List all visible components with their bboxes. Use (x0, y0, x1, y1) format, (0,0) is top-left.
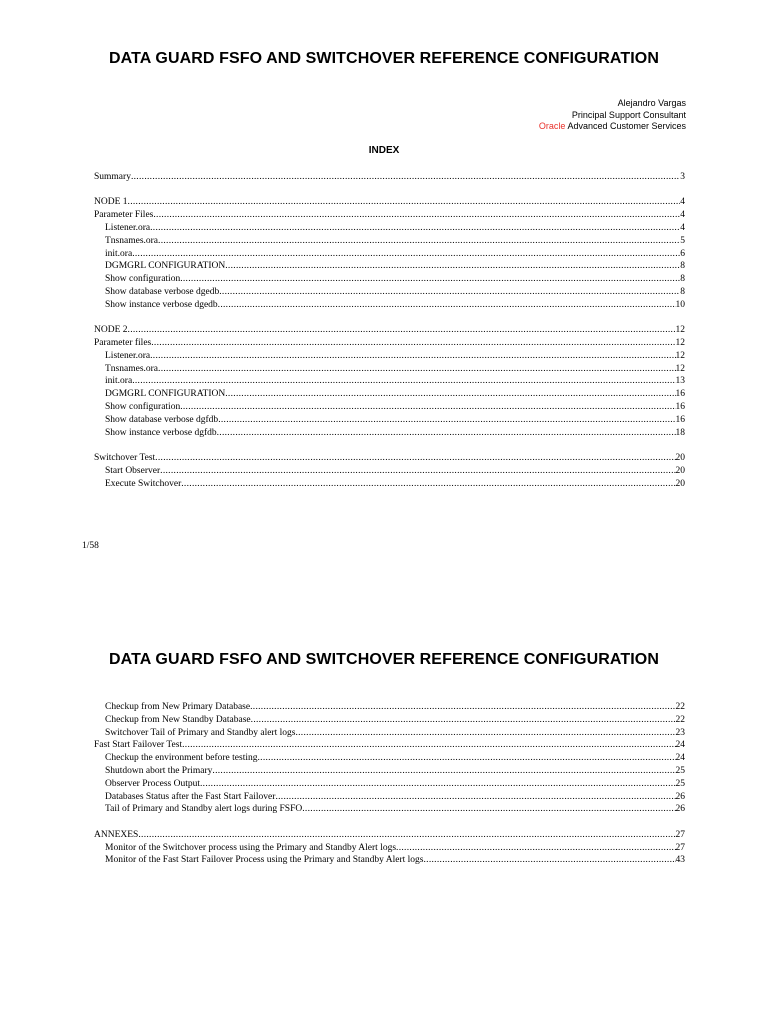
toc-entry-page-number: 18 (675, 427, 685, 438)
toc-dot-leader (250, 701, 675, 714)
toc-dot-leader (295, 727, 675, 740)
toc-entry[interactable] (94, 222, 685, 235)
toc-entry-label: Execute Switchover (105, 478, 182, 489)
toc-entry-label: Tail of Primary and Standby alert logs during FSFO (105, 804, 303, 815)
toc-dot-leader (131, 171, 680, 184)
toc-dot-leader (150, 222, 680, 235)
toc-entry[interactable] (94, 727, 685, 740)
toc-entry-page-number: 10 (675, 299, 685, 310)
toc-entry[interactable] (94, 778, 685, 791)
toc-entry[interactable] (94, 829, 685, 842)
toc-entry-label: Show instance verbose dgedb (105, 299, 218, 310)
toc-entry-page-number: 4 (680, 210, 685, 221)
toc-dot-leader (275, 791, 675, 804)
toc-entry-page-number: 16 (675, 414, 685, 425)
toc-entry[interactable] (94, 465, 685, 478)
document-page-2 (0, 600, 768, 1024)
toc-dot-leader (181, 478, 675, 491)
toc-entry-page-number: 12 (675, 363, 685, 374)
toc-entry[interactable] (94, 714, 685, 727)
toc-entry-page-number: 8 (680, 274, 685, 285)
toc-entry[interactable] (94, 414, 685, 427)
toc-entry-page-number: 22 (675, 702, 685, 712)
toc-entry-page-number: 20 (675, 478, 685, 489)
toc-entry-label: Monitor of the Switchover process using the Primary and Standby Alert logs (105, 842, 397, 853)
toc-entry[interactable] (94, 401, 685, 414)
toc-entry[interactable] (94, 248, 685, 261)
toc-entry[interactable] (94, 350, 685, 363)
toc-entry-page-number: 25 (675, 765, 685, 776)
author-organization (539, 121, 686, 133)
toc-entry-label: Show database verbose dgedb (105, 286, 220, 297)
toc-entry[interactable] (94, 478, 685, 491)
toc-dot-leader (423, 854, 675, 867)
toc-entry-page-number: 13 (675, 376, 685, 387)
table-of-contents (94, 171, 685, 490)
toc-entry[interactable] (94, 273, 685, 286)
organization-name: Advanced Customer Services (565, 121, 686, 131)
toc-entry-label: Listener.ora (105, 350, 151, 361)
toc-entry-label: DGMGRL CONFIGURATION (105, 389, 226, 400)
toc-entry-label: Show instance verbose dgfdb (105, 427, 217, 438)
toc-entry-label: Databases Status after the Fast Start Failover (105, 791, 276, 802)
toc-entry-label: Parameter Files (94, 210, 154, 221)
oracle-brand-text: Oracle (538, 121, 566, 131)
toc-dot-leader (182, 739, 675, 752)
toc-entry[interactable] (94, 209, 685, 222)
toc-entry-label: Switchover Tail of Primary and Standby alert logs (105, 727, 296, 738)
toc-entry-page-number: 24 (675, 740, 685, 751)
toc-entry-page-number: 16 (675, 401, 685, 412)
toc-entry-page-number: 20 (675, 465, 685, 476)
toc-dot-leader (158, 235, 680, 248)
toc-entry[interactable] (94, 375, 685, 388)
toc-entry[interactable] (94, 701, 685, 714)
toc-entry[interactable] (94, 388, 685, 401)
author-block (539, 98, 686, 133)
toc-entry-page-number: 26 (675, 804, 685, 815)
toc-dot-leader (151, 337, 675, 350)
toc-entry-page-number: 26 (675, 791, 685, 802)
toc-entry-label: Show database verbose dgfdb (105, 414, 219, 425)
toc-entry-label: Checkup from New Primary Database (105, 702, 251, 712)
toc-dot-leader (219, 286, 680, 299)
toc-dot-leader (218, 299, 676, 312)
toc-entry[interactable] (94, 299, 685, 312)
toc-entry-page-number: 20 (675, 452, 685, 463)
toc-entry-label: Parameter files (94, 337, 152, 348)
toc-entry-page-number: 4 (680, 197, 685, 208)
toc-entry-label: Switchover Test (94, 452, 156, 463)
toc-entry[interactable] (94, 337, 685, 350)
toc-entry-label: Show configuration (105, 274, 181, 285)
toc-dot-leader (138, 829, 675, 842)
toc-entry-label: init.ora (105, 248, 133, 259)
toc-entry-page-number: 8 (680, 261, 685, 272)
toc-entry[interactable] (94, 196, 685, 209)
toc-entry-page-number: 8 (680, 286, 685, 297)
toc-entry-label: Start Observer (105, 465, 161, 476)
author-role: Principal Support Consultant (571, 109, 686, 120)
toc-entry-page-number: 3 (680, 172, 685, 182)
toc-dot-leader (153, 209, 680, 222)
toc-dot-leader (212, 765, 675, 778)
toc-entry[interactable] (94, 235, 685, 248)
toc-entry-page-number: 22 (675, 714, 685, 725)
toc-entry[interactable] (94, 739, 685, 752)
toc-entry-label: NODE 1 (94, 197, 128, 208)
toc-entry-page-number: 12 (675, 325, 685, 336)
document-title: DATA GUARD FSFO AND SWITCHOVER REFERENCE CONFIGURATION (109, 651, 659, 668)
toc-entry[interactable] (94, 803, 685, 816)
toc-dot-leader (180, 273, 680, 286)
toc-dot-leader (155, 452, 675, 465)
table-of-contents (94, 701, 685, 867)
toc-entry-label: ANNEXES (94, 829, 139, 840)
toc-dot-leader (225, 260, 680, 273)
toc-entry-label: DGMGRL CONFIGURATION (105, 261, 226, 272)
toc-entry-page-number: 43 (675, 855, 685, 866)
toc-entry-label: Monitor of the Fast Start Failover Process using the Primary and Standby Alert logs (105, 855, 424, 866)
toc-entry-page-number: 12 (675, 337, 685, 348)
document-title: DATA GUARD FSFO AND SWITCHOVER REFERENCE CONFIGURATION (109, 50, 659, 67)
toc-entry-page-number: 27 (675, 842, 685, 853)
toc-entry[interactable] (94, 286, 685, 299)
toc-entry-label: Tnsnames.ora (105, 235, 159, 246)
toc-entry-label: Show configuration (105, 401, 181, 412)
toc-dot-leader (200, 778, 676, 791)
toc-dot-leader (158, 363, 675, 376)
toc-entry-label: Observer Process Output (105, 778, 200, 789)
toc-dot-leader (218, 414, 675, 427)
toc-entry[interactable] (94, 363, 685, 376)
toc-dot-leader (257, 752, 675, 765)
toc-entry-label: Checkup from New Standby Database (105, 714, 251, 725)
toc-dot-leader (180, 401, 675, 414)
toc-entry-label: NODE 2 (94, 325, 128, 336)
toc-dot-leader (225, 388, 675, 401)
toc-entry-label: Tnsnames.ora (105, 363, 159, 374)
toc-entry-page-number: 6 (680, 248, 685, 259)
toc-entry[interactable] (94, 842, 685, 855)
toc-entry-label: Summary (94, 172, 131, 182)
toc-entry[interactable] (94, 791, 685, 804)
toc-dot-leader (132, 375, 675, 388)
toc-entry[interactable] (94, 854, 685, 867)
toc-entry[interactable] (94, 324, 685, 337)
index-heading: INDEX (368, 145, 400, 156)
toc-entry-page-number: 25 (675, 778, 685, 789)
toc-entry-page-number: 16 (675, 389, 685, 400)
toc-entry[interactable] (94, 171, 685, 184)
toc-entry[interactable] (94, 452, 685, 465)
page-number: 1/58 (82, 541, 99, 551)
toc-entry-label: Fast Start Failover Test (94, 740, 183, 751)
toc-dot-leader (302, 803, 675, 816)
toc-entry-page-number: 27 (675, 829, 685, 840)
toc-entry[interactable] (94, 752, 685, 765)
toc-entry-page-number: 12 (675, 350, 685, 361)
toc-dot-leader (217, 427, 676, 440)
toc-entry-label: Shutdown abort the Primary (105, 765, 213, 776)
toc-dot-leader (128, 324, 676, 337)
toc-dot-leader (251, 714, 676, 727)
toc-dot-leader (150, 350, 675, 363)
toc-entry-page-number: 24 (675, 753, 685, 764)
toc-entry-page-number: 5 (680, 235, 685, 246)
author-name: Alejandro Vargas (617, 98, 686, 108)
toc-dot-leader (160, 465, 675, 478)
toc-entry[interactable] (94, 765, 685, 778)
toc-entry-page-number: 4 (680, 222, 685, 233)
toc-entry-page-number: 23 (675, 727, 685, 738)
toc-dot-leader (128, 196, 681, 209)
toc-dot-leader (396, 842, 675, 855)
toc-dot-leader (132, 248, 680, 261)
toc-entry-label: Checkup the environment before testing (105, 753, 258, 764)
toc-entry[interactable] (94, 427, 685, 440)
toc-entry-label: init.ora (105, 376, 133, 387)
toc-entry-label: Listener.ora (105, 222, 151, 233)
toc-entry[interactable] (94, 260, 685, 273)
